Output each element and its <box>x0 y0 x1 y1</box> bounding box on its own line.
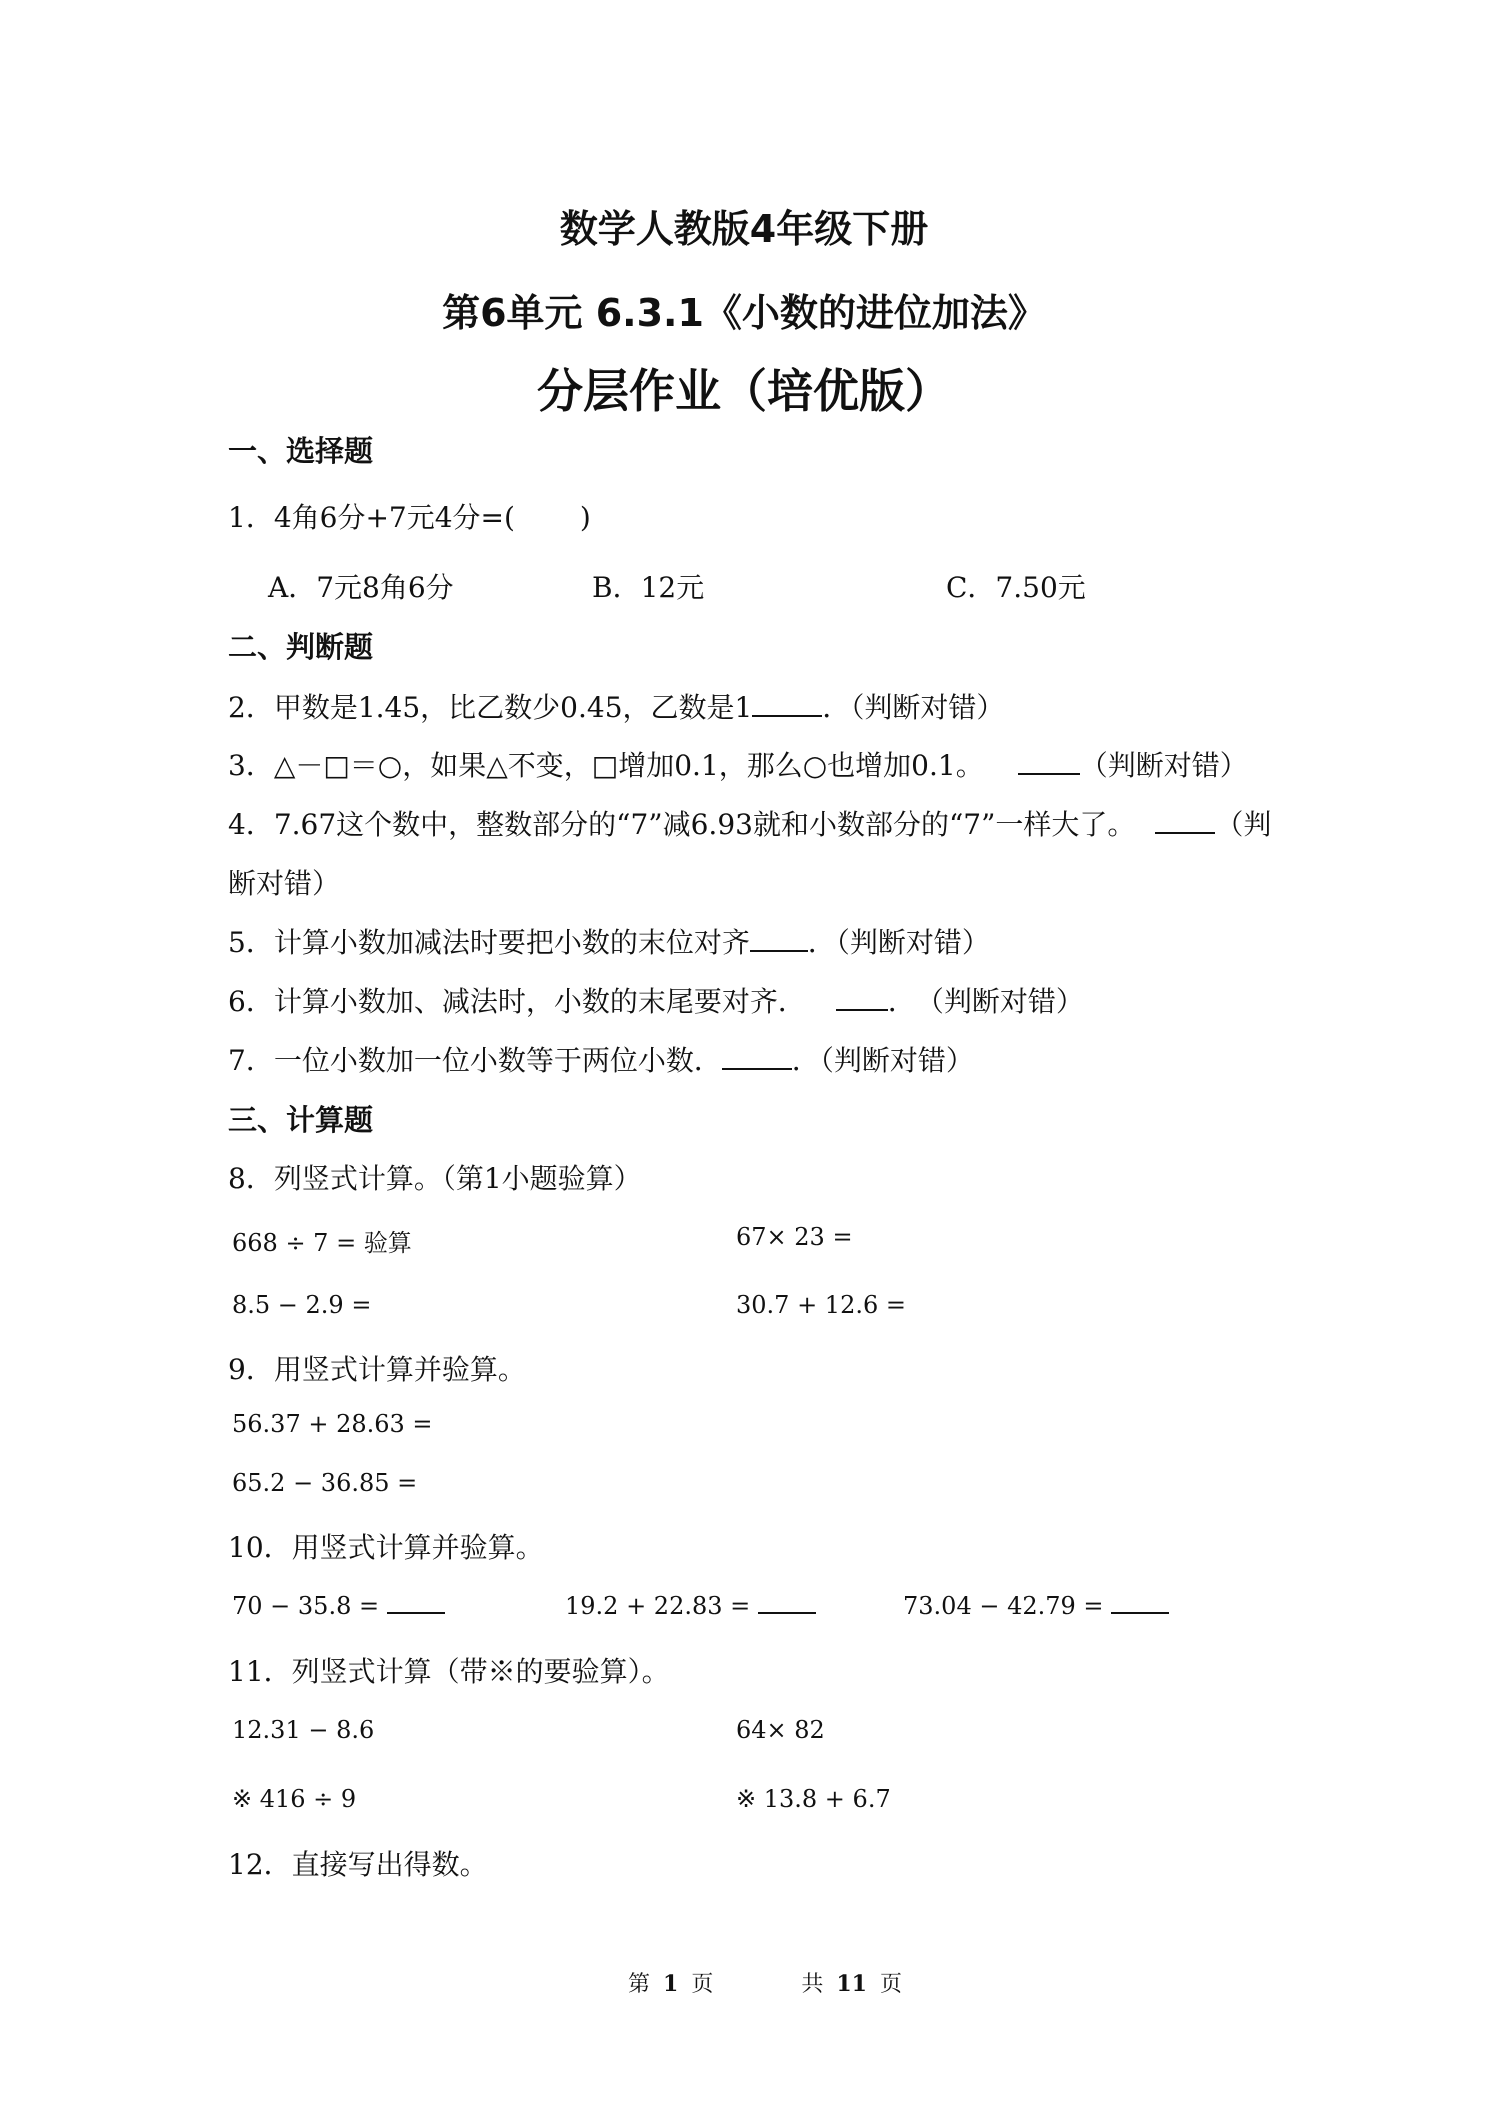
question-7-suffix: ．（判断对错） <box>791 1044 974 1077</box>
question-2-suffix: ．（判断对错） <box>822 691 1005 724</box>
question-12-stem: 12．直接写出得数。 <box>228 1848 488 1881</box>
doc-title: 数学人教版4年级下册 <box>559 207 929 251</box>
question-10-expr-2-text: 19.2 + 22.83 = <box>565 1592 751 1620</box>
answer-blank[interactable] <box>1155 808 1215 834</box>
question-8-expr-4: 30.7 + 12.6 = <box>736 1291 906 1319</box>
page-footer <box>628 1967 902 1998</box>
question-3 <box>228 744 1248 784</box>
question-6-suffix: ． （判断对错） <box>887 985 1084 1018</box>
question-4-suffix: （判 <box>1215 808 1272 841</box>
answer-blank[interactable] <box>758 1592 816 1614</box>
total-unit: 页 <box>879 1972 902 1997</box>
section-heading-calculation: 三、计算题 <box>228 1103 374 1137</box>
question-4 <box>228 803 1271 843</box>
answer-blank[interactable] <box>722 1044 792 1070</box>
question-5-suffix: ．（判断对错） <box>807 926 990 959</box>
question-10-expr-3-text: 73.04 − 42.79 = <box>903 1592 1104 1620</box>
answer-blank[interactable] <box>1111 1592 1169 1614</box>
answer-blank[interactable] <box>750 926 808 952</box>
question-1-option-c: C．7.50元 <box>946 571 1086 604</box>
section-heading-judgement: 二、判断题 <box>228 630 374 664</box>
doc-subtitle: 第6单元 6.3.1《小数的进位加法》 <box>442 291 1046 335</box>
question-10-expr-1-text: 70 − 35.8 = <box>232 1592 380 1620</box>
question-2-text: 2．甲数是1.45，比乙数少0.45，乙数是1 <box>228 691 753 724</box>
question-3-text: 3．△－□＝○，如果△不变，□增加0.1，那么○也增加0.1。 <box>228 749 984 782</box>
question-11-expr-3: ※ 416 ÷ 9 <box>232 1785 357 1813</box>
total-label: 共 <box>801 1972 824 1997</box>
question-9-stem: 9．用竖式计算并验算。 <box>228 1353 526 1386</box>
question-3-suffix: （判断对错） <box>1079 749 1248 782</box>
question-7-text: 7．一位小数加一位小数等于两位小数． <box>228 1044 722 1077</box>
question-10-stem: 10．用竖式计算并验算。 <box>228 1531 544 1564</box>
question-1-option-b: B．12元 <box>592 571 705 604</box>
section-heading-choice: 一、选择题 <box>228 434 374 468</box>
question-4-continued: 断对错） <box>228 867 341 900</box>
question-5-text: 5．计算小数加减法时要把小数的末位对齐 <box>228 926 750 959</box>
question-9-expr-2: 65.2 − 36.85 = <box>232 1469 418 1497</box>
answer-blank[interactable] <box>387 1592 445 1614</box>
question-8-expr-1: 668 ÷ 7 = 验算 <box>232 1229 412 1257</box>
question-1-option-a: A．7元8角6分 <box>268 571 454 604</box>
answer-blank[interactable] <box>836 985 888 1011</box>
question-6-text: 6．计算小数加、减法时，小数的末尾要对齐． <box>228 985 806 1018</box>
question-9-expr-1: 56.37 + 28.63 = <box>232 1410 433 1438</box>
question-1-stem: 1．4角6分+7元4分=( ) <box>228 501 591 534</box>
question-8-expr-2: 67× 23 = <box>736 1223 853 1251</box>
page-unit: 页 <box>691 1972 714 1997</box>
question-4-text: 4．7.67这个数中，整数部分的“7”减6.93就和小数部分的“7”一样大了。 <box>228 808 1136 841</box>
total-pages: 11 <box>836 1971 867 1997</box>
question-7 <box>228 1039 974 1079</box>
question-2 <box>228 686 1004 726</box>
question-11-stem: 11．列竖式计算（带※的要验算）。 <box>228 1655 670 1688</box>
question-10-expr-3 <box>903 1592 1169 1620</box>
answer-blank[interactable] <box>1018 749 1080 775</box>
question-11-expr-4: ※ 13.8 + 6.7 <box>736 1785 891 1813</box>
question-11-expr-1: 12.31 − 8.6 <box>232 1716 375 1744</box>
question-8-stem: 8．列竖式计算。（第1小题验算） <box>228 1162 642 1195</box>
question-10-expr-2 <box>565 1592 816 1620</box>
question-10-expr-1 <box>232 1592 445 1620</box>
question-8-expr-3: 8.5 − 2.9 = <box>232 1291 372 1319</box>
page-number: 1 <box>663 1971 679 1997</box>
doc-heading: 分层作业（培优版） <box>537 364 951 418</box>
question-5 <box>228 921 990 961</box>
question-11-expr-2: 64× 82 <box>736 1716 825 1744</box>
question-6 <box>228 980 1084 1020</box>
answer-blank[interactable] <box>752 691 822 717</box>
page-label: 第 <box>628 1972 651 1997</box>
